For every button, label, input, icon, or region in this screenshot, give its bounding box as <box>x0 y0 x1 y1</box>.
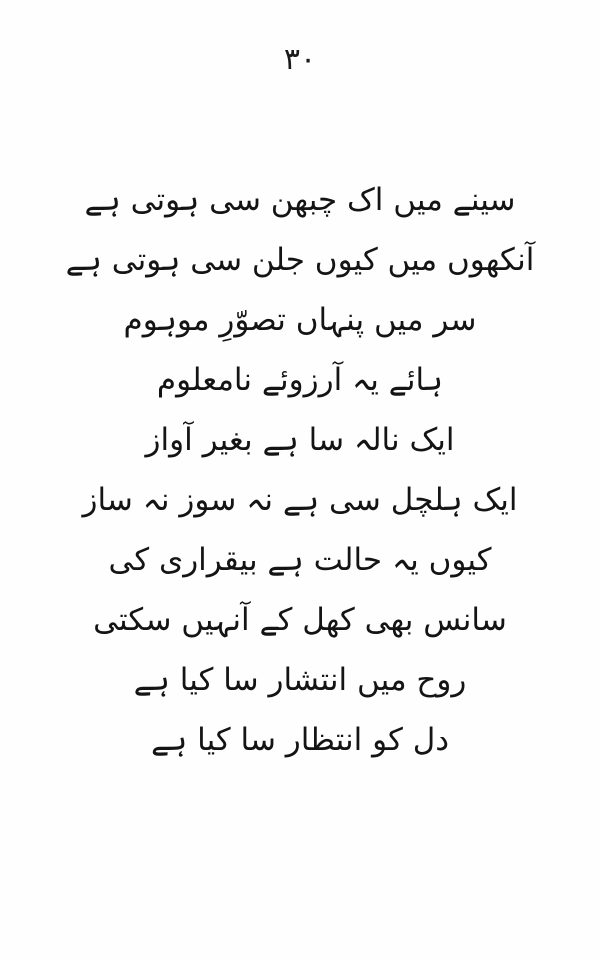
poem-line-3: سر میں پنہاں تصوّرِ موہوم <box>123 302 477 338</box>
poem-line-4: ہائے یہ آرزوئے نامعلوم <box>156 362 444 398</box>
poem-line-2: آنکھوں میں کیوں جلن سی ہوتی ہے <box>65 242 535 278</box>
poem-line-8: سانس بھی کھل کے آنہیں سکتی <box>93 602 507 638</box>
poem-line-6: ایک ہلچل سی ہے نہ سوز نہ ساز <box>82 482 518 518</box>
poem-line-7: کیوں یہ حالت ہے بیقراری کی <box>108 542 492 578</box>
poem-line-1: سینے میں اک چبھن سی ہوتی ہے <box>84 182 516 218</box>
page-number: ۳۰ <box>283 42 317 77</box>
poem-line-5: ایک نالہ سا ہے بغیر آواز <box>145 422 455 458</box>
poem-line-10: دل کو انتظار سا کیا ہے <box>150 722 450 758</box>
poem-line-9: روح میں انتشار سا کیا ہے <box>133 662 467 698</box>
